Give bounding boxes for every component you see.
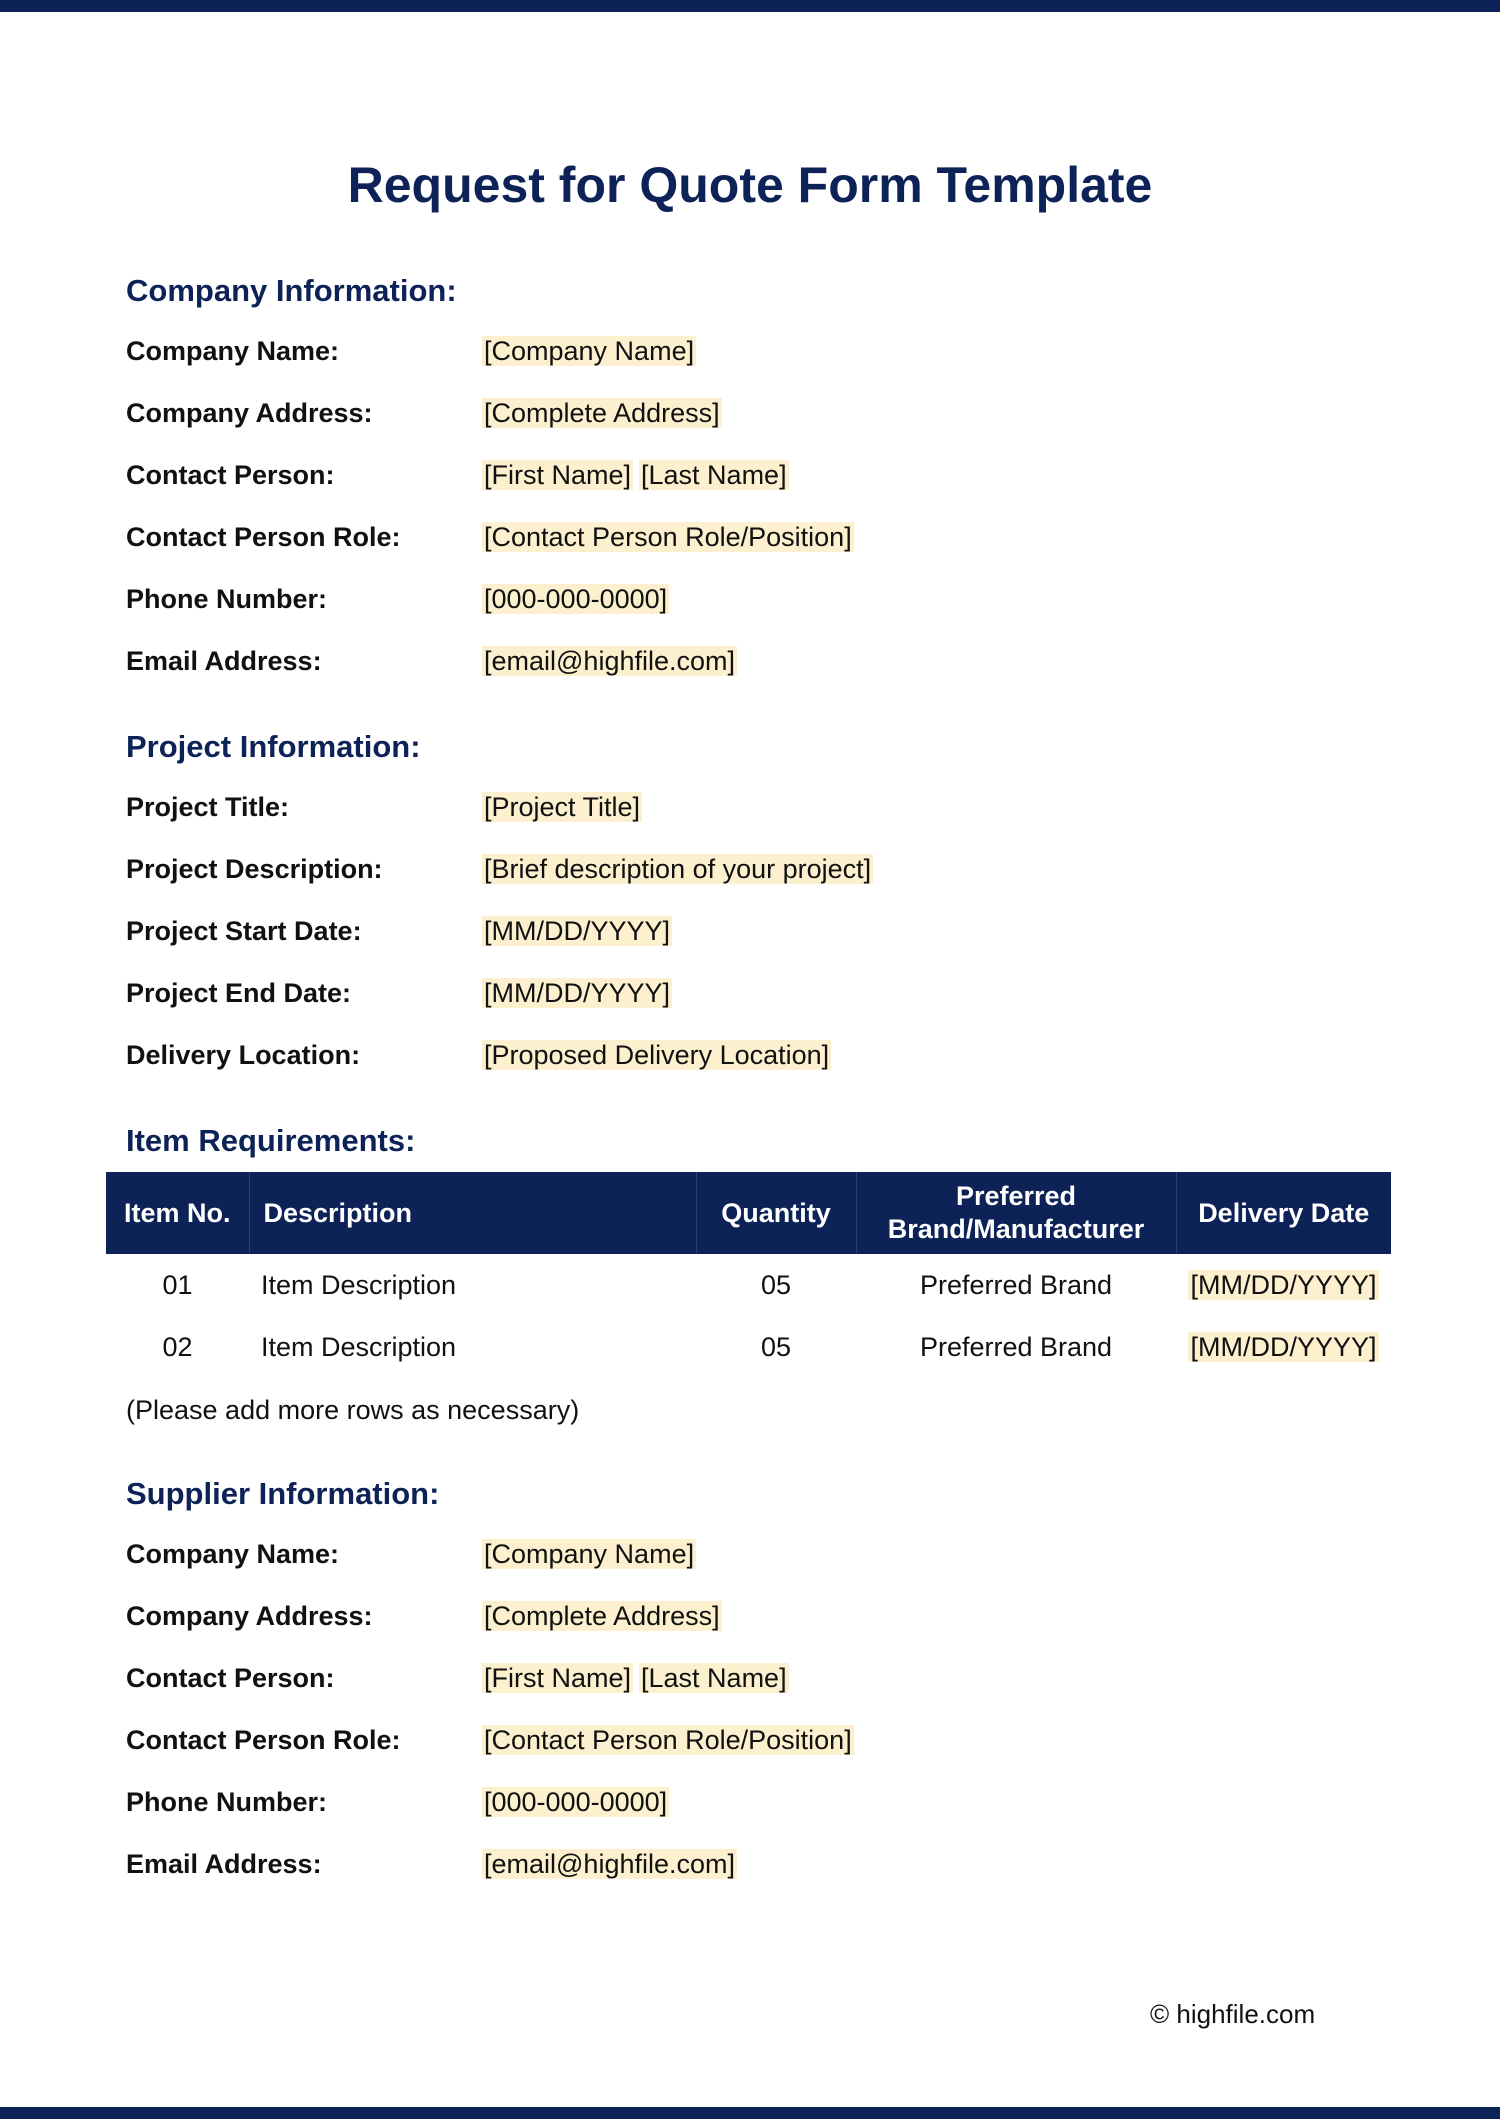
field-label: Delivery Location: [126,1040,361,1070]
field-row [126,394,1390,456]
cell-description: Item Description [261,1332,457,1362]
cell-description: Item Description [261,1270,457,1300]
table-row [106,1254,1391,1316]
field-label: Company Address: [126,1601,373,1631]
column-header-description: Description [249,1172,696,1254]
field-value-last-name[interactable]: [Last Name] [641,460,787,490]
field-row [126,1036,1390,1098]
field-label: Email Address: [126,1849,322,1879]
table-note: (Please add more rows as necessary) [126,1395,580,1425]
table-row [106,1316,1391,1378]
cell-delivery-date-container [1176,1316,1391,1378]
field-label: Phone Number: [126,1787,328,1817]
top-border-bar [0,0,1500,12]
column-header-quantity: Quantity [696,1172,856,1254]
field-row [126,1845,1390,1907]
field-value[interactable]: [email@highfile.com] [484,646,736,676]
field-label: Phone Number: [126,584,328,614]
field-value[interactable]: [Contact Person Role/Position] [484,522,852,552]
project-information-section [126,726,1390,1098]
item-requirements-heading: Item Requirements: [126,1123,416,1158]
field-label: Contact Person: [126,1663,335,1693]
column-header-preferred-brand: Preferred Brand/Manufacturer [856,1172,1176,1254]
cell-delivery-date-container [1176,1254,1391,1316]
cell-quantity: 05 [760,1270,792,1300]
item-requirements-table [106,1172,1391,1378]
field-row [126,518,1390,580]
field-value[interactable]: [Company Name] [484,336,695,366]
field-value[interactable]: [MM/DD/YYYY] [484,978,671,1008]
field-row [126,912,1390,974]
field-label: Company Name: [126,336,340,366]
field-value[interactable]: [MM/DD/YYYY] [484,916,671,946]
field-label: Company Address: [126,398,373,428]
field-value-first-name[interactable]: [First Name] [484,1663,632,1693]
field-value[interactable]: [000-000-0000] [484,1787,668,1817]
field-value[interactable]: [email@highfile.com] [484,1849,736,1879]
copyright-footer: © highfile.com [1150,1999,1316,2029]
field-label: Project Description: [126,854,383,884]
field-label: Project Start Date: [126,916,362,946]
cell-item-no: 01 [162,1270,193,1300]
supplier-information-heading: Supplier Information: [126,1476,440,1511]
project-information-heading: Project Information: [126,729,421,764]
field-row [126,850,1390,912]
field-label: Project End Date: [126,978,352,1008]
supplier-information-section [126,1473,1390,1907]
field-row [126,1721,1390,1783]
field-value[interactable]: [000-000-0000] [484,584,668,614]
field-row [126,1659,1390,1721]
cell-delivery-date[interactable]: [MM/DD/YYYY] [1190,1332,1377,1362]
field-value[interactable]: [Contact Person Role/Position] [484,1725,852,1755]
field-row [126,1783,1390,1845]
field-row [126,580,1390,642]
field-label: Project Title: [126,792,290,822]
company-information-heading: Company Information: [126,273,457,308]
cell-delivery-date[interactable]: [MM/DD/YYYY] [1190,1270,1377,1300]
field-value[interactable]: [Company Name] [484,1539,695,1569]
field-label: Contact Person Role: [126,522,401,552]
company-information-section [126,270,1390,704]
field-value-last-name[interactable]: [Last Name] [641,1663,787,1693]
field-row [126,332,1390,394]
table-header-row [106,1172,1391,1254]
field-label: Company Name: [126,1539,340,1569]
field-row [126,1535,1390,1597]
field-value[interactable]: [Complete Address] [484,1601,720,1631]
field-value[interactable]: [Brief description of your project] [484,854,872,884]
cell-quantity: 05 [760,1332,792,1362]
field-value[interactable]: [Proposed Delivery Location] [484,1040,830,1070]
field-value-first-name[interactable]: [First Name] [484,460,632,490]
cell-brand: Preferred Brand [919,1332,1113,1362]
cell-item-no: 02 [162,1332,193,1362]
field-row [126,1597,1390,1659]
field-label: Contact Person: [126,460,335,490]
field-value[interactable]: [Complete Address] [484,398,720,428]
cell-brand: Preferred Brand [919,1270,1113,1300]
field-value[interactable]: [Project Title] [484,792,641,822]
field-row [126,788,1390,850]
column-header-item-no: Item No. [106,1172,249,1254]
field-row [126,642,1390,704]
page-title: Request for Quote Form Template [347,157,1153,213]
field-label: Email Address: [126,646,322,676]
field-row [126,456,1390,518]
field-row [126,974,1390,1036]
column-header-delivery-date: Delivery Date [1176,1172,1391,1254]
bottom-border-bar [0,2107,1500,2119]
field-label: Contact Person Role: [126,1725,401,1755]
